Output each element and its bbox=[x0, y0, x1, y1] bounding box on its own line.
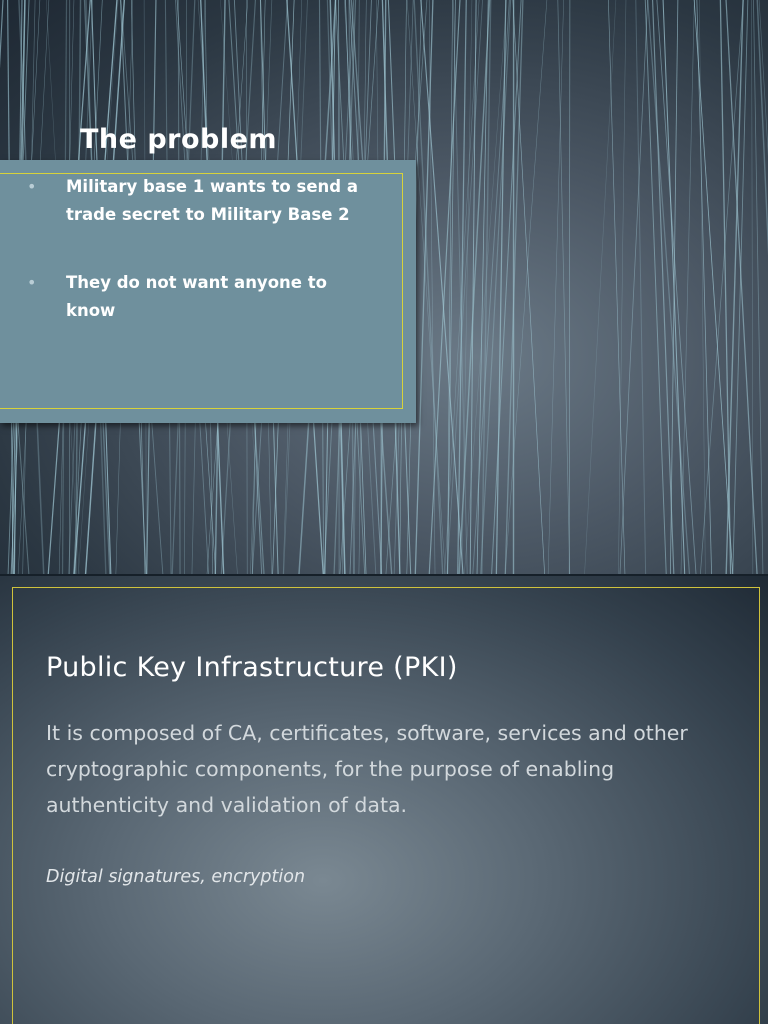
background-streak-line bbox=[428, 0, 460, 576]
bullet-text: Military base 1 wants to send a trade secret to Military Base 2 bbox=[66, 177, 358, 224]
background-streak-line bbox=[470, 0, 476, 576]
background-streak-line bbox=[759, 0, 768, 576]
background-streak-line bbox=[618, 0, 626, 576]
background-streak-line bbox=[569, 0, 570, 576]
background-streak-line bbox=[496, 0, 506, 576]
background-streak-line bbox=[636, 0, 646, 576]
bullet-dot-icon: • bbox=[27, 177, 37, 196]
background-streak-line bbox=[608, 0, 625, 576]
slide-title: Public Key Infrastructure (PKI) bbox=[46, 652, 458, 683]
background-streak-line bbox=[726, 0, 744, 576]
bullet-dot-icon: • bbox=[27, 273, 37, 292]
slide-pki bbox=[0, 576, 768, 1024]
background-streak-line bbox=[420, 0, 464, 576]
bullet-item bbox=[0, 269, 400, 325]
background-streak-line bbox=[548, 0, 564, 576]
content-box bbox=[0, 160, 416, 423]
bullet-item bbox=[0, 173, 400, 229]
background-streak-line bbox=[694, 0, 734, 576]
background-streak-line bbox=[584, 0, 617, 576]
bullet-list bbox=[0, 173, 400, 325]
background-streak-line bbox=[558, 0, 571, 576]
slide-note-text: Digital signatures, encryption bbox=[46, 867, 306, 887]
background-streak-line bbox=[726, 0, 758, 576]
bullet-text: They do not want anyone to know bbox=[66, 273, 327, 320]
slide-title: The problem bbox=[80, 124, 278, 155]
background-streak-line bbox=[647, 0, 691, 576]
background-streak-line bbox=[415, 0, 433, 576]
background-streak-line bbox=[504, 0, 548, 576]
slide-body-text: It is composed of CA, certificates, software, services and other cryptographic components, for the purpose of enabling authenticity and validation of data. bbox=[46, 721, 688, 817]
